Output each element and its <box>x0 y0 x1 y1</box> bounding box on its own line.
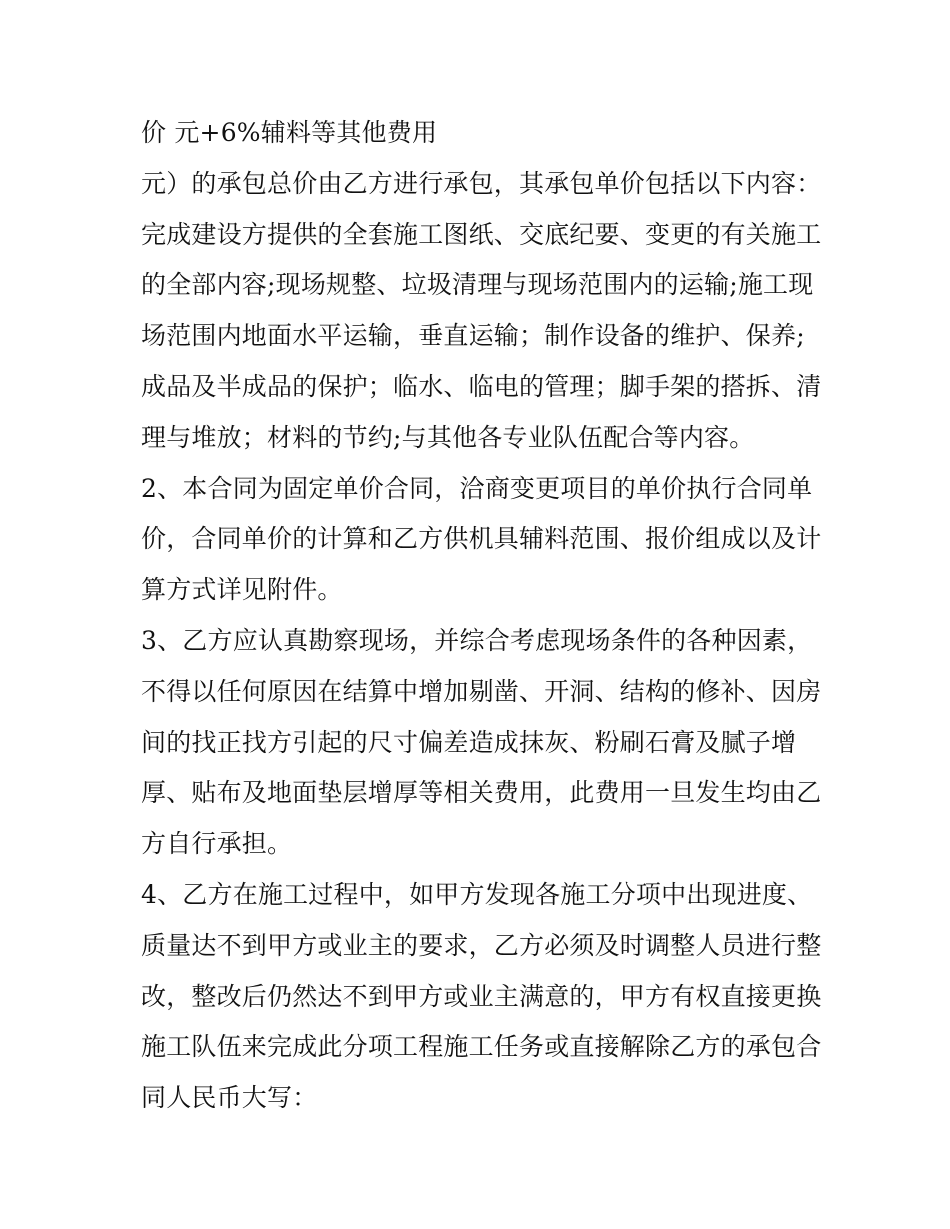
text-line: 算方式详见附件。 <box>141 575 343 605</box>
text-line: 的全部内容;现场规整、垃圾清理与现场范围内的运输;施工现 <box>141 270 814 300</box>
text-line: 完成建设方提供的全套施工图纸、交底纪要、变更的有关施工 <box>141 219 822 249</box>
text-line: 3、乙方应认真勘察现场，并综合考虑现场条件的各种因素， <box>141 625 813 655</box>
text-line: 2、本合同为固定单价合同，洽商变更项目的单价执行合同单 <box>141 473 813 503</box>
text-line: 质量达不到甲方或业主的要求，乙方必须及时调整人员进行整 <box>141 930 822 960</box>
text-line: 4、乙方在施工过程中，如甲方发现各施工分项中出现进度、 <box>141 879 813 909</box>
text-line: 改，整改后仍然达不到甲方或业主满意的，甲方有权直接更换 <box>141 981 822 1011</box>
text-line: 成品及半成品的保护；临水、临电的管理；脚手架的搭拆、清 <box>141 371 822 401</box>
text-line: 元）的承包总价由乙方进行承包，其承包单价包括以下内容： <box>141 168 822 198</box>
text-line: 价，合同单价的计算和乙方供机具辅料范围、报价组成以及计 <box>141 524 822 554</box>
text-line: 场范围内地面水平运输，垂直运输；制作设备的维护、保养; <box>141 321 805 351</box>
text-line: 方自行承担。 <box>141 829 293 859</box>
text-line: 同人民币大写： <box>141 1083 318 1113</box>
text-line: 间的找正找方引起的尺寸偏差造成抹灰、粉刷石膏及腻子增 <box>141 727 797 757</box>
text-line: 理与堆放；材料的节约;与其他各专业队伍配合等内容。 <box>141 422 755 452</box>
text-line: 厚、贴布及地面垫层增厚等相关费用，此费用一旦发生均由乙 <box>141 778 822 808</box>
document-body <box>141 108 821 1124</box>
text-line: 不得以任何原因在结算中增加剔凿、开洞、结构的修补、因房 <box>141 676 822 706</box>
text-line: 施工队伍来完成此分项工程施工任务或直接解除乙方的承包合 <box>141 1032 822 1062</box>
text-line: 价 元+6%辅料等其他费用 <box>141 118 438 147</box>
